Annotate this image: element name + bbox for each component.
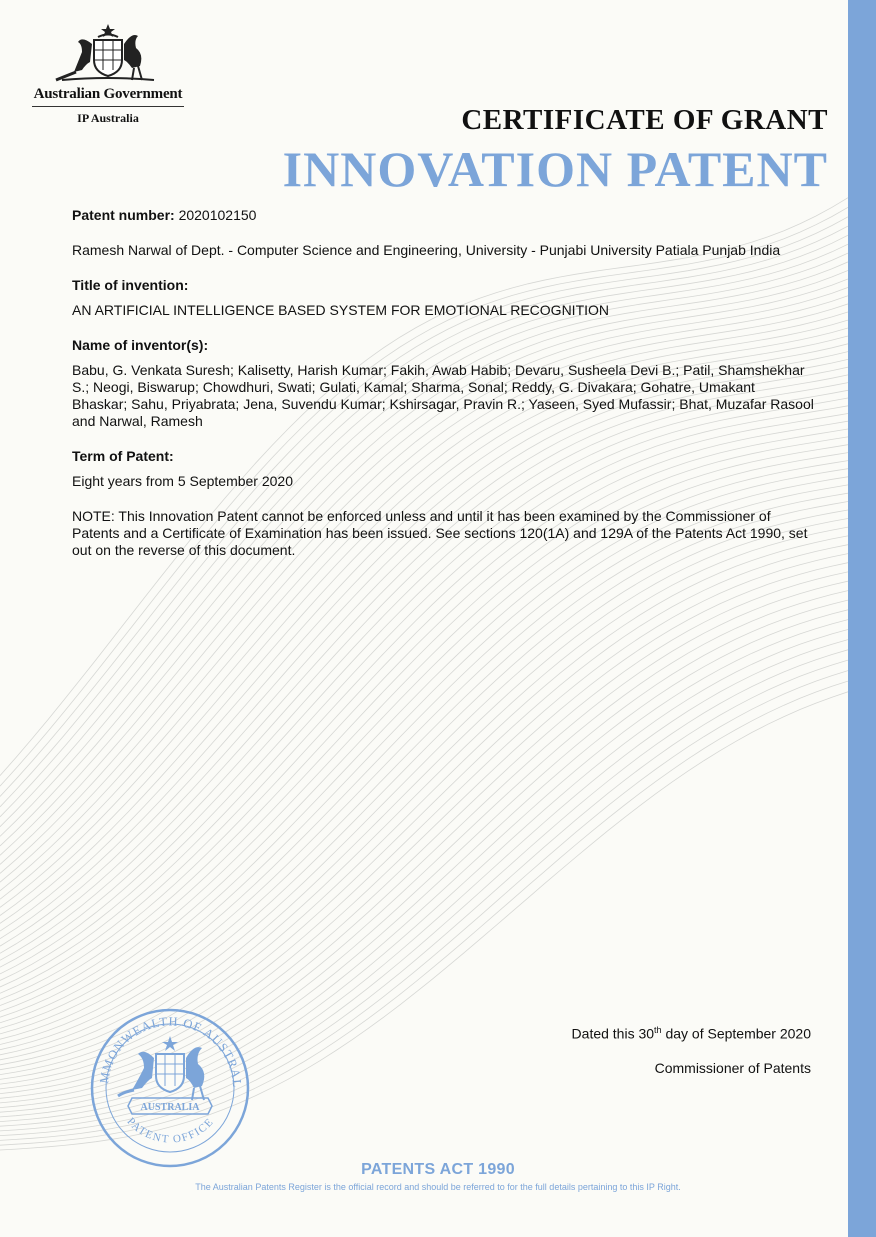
svg-text:PATENT OFFICE [125,1116,217,1146]
dated-ordinal: th [654,1025,662,1035]
dated-prefix: Dated this 30 [571,1025,655,1042]
wave-line [0,477,848,1039]
term-label: Term of Patent: [72,448,174,464]
wave-line [0,502,848,1055]
patent-details [72,207,814,559]
inventors-value: Babu, G. Venkata Suresh; Kalisetty, Harish Kumar; Fakih, Awab Habib; Devaru, Susheela Devi B.; Patil, Shamshekhar S.; Neogi, Biswarup; Chowdhuri, Swati; Gulati, Kamal; Sharma, Sonal; Reddy, G. Divakara; Gohatre, Umakant Bhaskar; Sahu, Priyabrata; Jena, Suvendu Kumar; Kshirsagar, Pravin R.; Yaseen, Syed Mufassir; Bhat, Muzafar Rasool and Narwal, Ramesh [72,362,814,429]
patent-number-label: Patent number: [72,207,175,223]
applicant-text: Ramesh Narwal of Dept. - Computer Science and Engineering, University - Punjabi University Patiala Punjab India [72,242,781,258]
register-footnote: The Australian Patents Register is the official record and should be referred to for the full details pertaining to this IP Right. [195,1182,681,1192]
patent-office-seal [88,1006,253,1176]
patent-type-heading: INNOVATION PATENT [282,141,828,197]
government-logo [28,22,188,126]
wave-line [0,493,848,1049]
patent-number-row [72,207,814,224]
seal-banner-text: AUSTRALIA [140,1102,200,1113]
enforcement-note: NOTE: This Innovation Patent cannot be enforced unless and until it has been examined by the Commissioner of Patents and a Certificate of Examination has been issued. See sections 120(1A) and 129A of the Patents Act 1990, set out on the reverse of this document. [72,508,808,558]
dated-rest: day of September 2020 [661,1025,811,1042]
dated-line [572,1025,811,1042]
agency-name: IP Australia [77,111,139,125]
title-value: AN ARTIFICIAL INTELLIGENCE BASED SYSTEM FOR EMOTIONAL RECOGNITION [72,302,610,318]
seal-lower-text: PATENT OFFICE [124,1115,217,1146]
government-name: Australian Government [33,86,183,102]
coat-of-arms-icon [48,22,168,84]
certificate-title: CERTIFICATE OF GRANT [461,104,828,136]
seal-emblem-icon [88,1006,253,1171]
patent-number-value: 2020102150 [178,207,257,223]
patents-act-heading: PATENTS ACT 1990 [361,1161,515,1178]
signatory: Commissioner of Patents [654,1060,811,1076]
title-label: Title of invention: [72,277,189,293]
logo-divider [32,106,184,107]
wave-line [0,527,848,1070]
term-value: Eight years from 5 September 2020 [72,473,294,489]
wave-line [0,536,848,1075]
inventors-label: Name of inventor(s): [72,337,209,353]
seal-ring-text: MMONWEALTH OF AUSTRAL [96,1014,245,1089]
side-accent-bar [848,0,876,1237]
